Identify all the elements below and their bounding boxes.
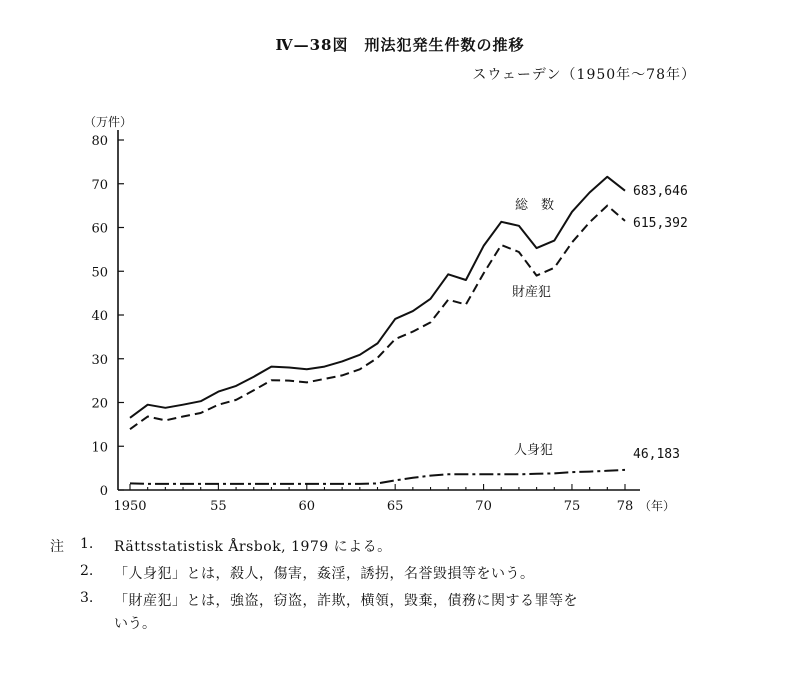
x-tick-label: 60 [298,499,316,514]
y-tick-label: 30 [91,352,108,368]
y-tick-label: 10 [91,440,108,456]
x-tick-label: 65 [386,499,404,514]
y-tick-label: 50 [91,265,108,281]
y-tick-label: 80 [91,134,108,149]
end-value-label: 615,392 [633,215,688,231]
y-unit-label: （万件） [84,115,133,129]
note-continuation: いう。 [114,616,156,632]
y-tick-label: 70 [91,177,108,193]
x-tick-label: 70 [475,499,492,514]
labels-layer [512,184,688,462]
y-tick-label: 0 [99,484,108,499]
note-head: 注 [50,539,64,555]
y-tick-label: 20 [91,396,108,412]
note-number: 3. [80,590,94,606]
figure-subtitle: スウェーデン（1950年〜78年） [472,67,696,83]
note-text: 「人身犯」とは，殺人，傷害，姦淫，誘拐，名誉毀損等をいう。 [114,566,535,582]
note-number: 2. [80,563,94,579]
note-number: 1. [80,536,94,552]
y-tick-label: 60 [91,221,108,237]
figure-title: Ⅳ—38図 刑法犯発生件数の推移 [275,36,525,54]
note-row-1 [50,536,750,563]
y-tick-label: 40 [91,309,108,324]
end-value-label: 46,183 [633,446,680,462]
series-name-label: 人身犯 [514,443,554,458]
note-text: 「財産犯」とは，強盗，窃盗，詐欺，横領，毀棄，債務に関する罪等を [114,593,578,609]
end-value-label: 683,646 [633,183,688,199]
x-tick-label: 78 [616,499,634,514]
note-row-2 [50,563,750,590]
notes [50,536,750,633]
x-tick-label: 75 [563,499,581,514]
axes [84,114,675,514]
series-name-label: 財産犯 [512,285,552,300]
series-name-label: 総 数 [515,198,555,213]
series-line-2 [130,470,625,484]
series-line-1 [130,206,625,430]
series-layer [130,177,625,484]
x-unit-label: （年） [639,499,676,513]
note-text: Rättsstatistisk Årsbok, 1979 による。 [114,539,392,555]
x-tick-label: 55 [210,499,227,514]
x-tick-label: 1950 [113,499,147,514]
